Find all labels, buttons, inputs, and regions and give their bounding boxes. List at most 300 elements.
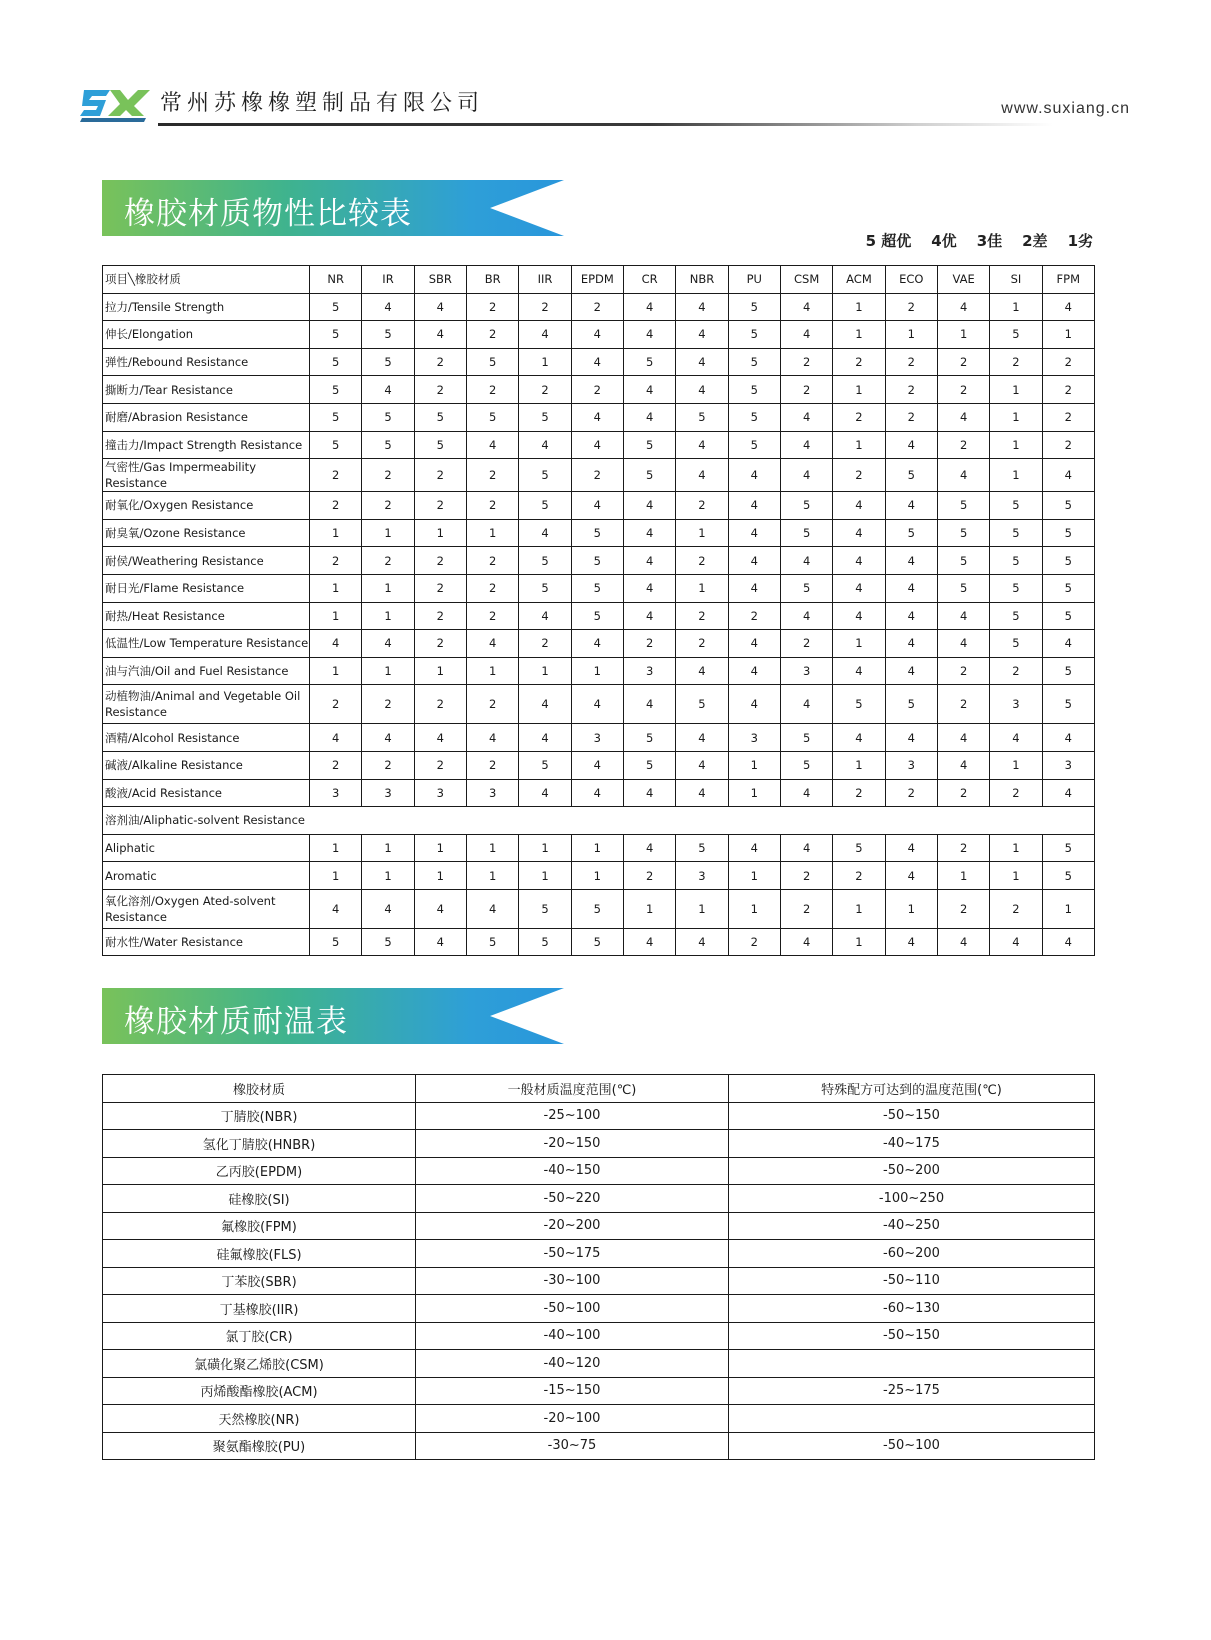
material-name: 氯磺化聚乙烯胶(CSM) [103, 1350, 416, 1378]
rating-cell: 1 [833, 321, 885, 349]
rating-cell: 4 [362, 293, 414, 321]
special-range [729, 1350, 1095, 1378]
rating-cell: 1 [990, 459, 1042, 492]
rating-cell: 2 [414, 751, 466, 779]
row-label: Aliphatic [103, 834, 310, 862]
website-link[interactable]: www.suxiang.cn [1001, 100, 1130, 117]
rating-cell: 2 [780, 348, 832, 376]
header-divider [158, 123, 1053, 126]
table-row [103, 1130, 1095, 1158]
rating-cell: 2 [937, 834, 989, 862]
row-label: 撞击力/Impact Strength Resistance [103, 431, 310, 459]
table-row [103, 1377, 1095, 1405]
table-row [103, 1322, 1095, 1350]
row-label: 油与汽油/Oil and Fuel Resistance [103, 657, 310, 685]
rating-cell: 4 [728, 630, 780, 658]
rating-cell: 2 [885, 376, 937, 404]
special-range: -100~250 [729, 1185, 1095, 1213]
rating-cell: 4 [780, 547, 832, 575]
solvent-group-header: 溶剂油/Aliphatic-solvent Resistance [103, 807, 1095, 835]
rating-cell: 5 [937, 547, 989, 575]
row-label: 气密性/Gas Impermeability Resistance [103, 459, 310, 492]
rating-cell: 4 [780, 293, 832, 321]
table-row [103, 547, 1095, 575]
table-header-row [103, 1075, 1095, 1103]
rating-cell: 3 [676, 862, 728, 890]
rating-cell: 5 [623, 348, 675, 376]
legend-item: 3佳 [976, 232, 1003, 250]
table-row [103, 1212, 1095, 1240]
table-row [103, 862, 1095, 890]
rating-cell: 2 [310, 459, 362, 492]
rating-cell: 4 [310, 889, 362, 928]
rating-cell: 1 [728, 889, 780, 928]
rating-cell: 4 [1042, 630, 1094, 658]
rating-cell: 3 [571, 724, 623, 752]
rating-cell: 2 [414, 685, 466, 724]
rating-cell: 2 [676, 630, 728, 658]
rating-cell: 5 [310, 321, 362, 349]
rating-cell: 4 [885, 657, 937, 685]
rating-cell: 1 [414, 834, 466, 862]
material-name: 丙烯酸酯橡胶(ACM) [103, 1377, 416, 1405]
special-range: -50~100 [729, 1432, 1095, 1460]
row-label: 耐臭氧/Ozone Resistance [103, 519, 310, 547]
rating-cell: 5 [519, 403, 571, 431]
rating-cell: 4 [780, 685, 832, 724]
general-range: -40~150 [416, 1157, 729, 1185]
rating-cell: 5 [885, 459, 937, 492]
rating-cell: 5 [990, 321, 1042, 349]
rating-cell: 4 [676, 657, 728, 685]
material-name: 天然橡胶(NR) [103, 1405, 416, 1433]
row-label: Aromatic [103, 862, 310, 890]
rating-cell: 2 [833, 348, 885, 376]
table-row [103, 1240, 1095, 1268]
rating-cell: 1 [885, 889, 937, 928]
rating-cell: 4 [1042, 928, 1094, 956]
column-header: FPM [1042, 266, 1094, 294]
rating-cell: 1 [310, 574, 362, 602]
company-logo [80, 82, 150, 124]
rating-cell: 1 [676, 889, 728, 928]
rating-cell: 5 [1042, 574, 1094, 602]
rating-cell: 4 [885, 724, 937, 752]
material-name: 丁基橡胶(IIR) [103, 1295, 416, 1323]
rating-cell: 1 [676, 574, 728, 602]
rating-cell: 4 [676, 348, 728, 376]
rating-cell: 4 [519, 724, 571, 752]
table-row [103, 1432, 1095, 1460]
rating-cell: 5 [571, 547, 623, 575]
rating-cell: 2 [780, 862, 832, 890]
rating-cell: 4 [937, 602, 989, 630]
table-row [103, 1405, 1095, 1433]
rating-cell: 2 [833, 459, 885, 492]
rating-cell: 2 [728, 928, 780, 956]
rating-cell: 5 [362, 403, 414, 431]
rating-cell: 3 [1042, 751, 1094, 779]
row-label: 耐热/Heat Resistance [103, 602, 310, 630]
rating-cell: 2 [937, 376, 989, 404]
table-row [103, 685, 1095, 724]
rating-cell: 4 [676, 751, 728, 779]
rating-cell: 3 [728, 724, 780, 752]
legend-item: 1劣 [1067, 232, 1093, 250]
rating-cell: 2 [310, 685, 362, 724]
rating-cell: 2 [519, 376, 571, 404]
rating-cell: 4 [885, 602, 937, 630]
table-row [103, 889, 1095, 928]
rating-cell: 5 [362, 431, 414, 459]
rating-cell: 4 [519, 779, 571, 807]
rating-cell: 1 [362, 602, 414, 630]
rating-cell: 2 [780, 889, 832, 928]
rating-cell: 2 [780, 376, 832, 404]
rating-cell: 1 [414, 862, 466, 890]
rating-cell: 4 [885, 862, 937, 890]
rating-cell: 1 [833, 751, 885, 779]
rating-cell: 2 [885, 348, 937, 376]
rating-cell: 1 [414, 519, 466, 547]
rating-cell: 2 [833, 403, 885, 431]
rating-cell: 2 [466, 602, 518, 630]
rating-cell: 2 [414, 574, 466, 602]
rating-cell: 5 [780, 751, 832, 779]
rating-cell: 1 [990, 403, 1042, 431]
rating-cell: 5 [362, 321, 414, 349]
rating-cell: 5 [623, 459, 675, 492]
rating-cell: 3 [885, 751, 937, 779]
row-label: 低温性/Low Temperature Resistance [103, 630, 310, 658]
special-range: -50~150 [729, 1102, 1095, 1130]
rating-cell: 4 [780, 928, 832, 956]
rating-cell: 5 [937, 519, 989, 547]
rating-cell: 5 [571, 602, 623, 630]
rating-cell: 5 [310, 928, 362, 956]
rating-cell: 1 [937, 862, 989, 890]
row-label: 动植物油/Animal and Vegetable Oil Resistance [103, 685, 310, 724]
rating-cell: 4 [1042, 779, 1094, 807]
rating-cell: 4 [414, 889, 466, 928]
table-row [103, 834, 1095, 862]
rating-cell: 5 [676, 403, 728, 431]
rating-cell: 4 [519, 685, 571, 724]
row-label: 耐氧化/Oxygen Resistance [103, 492, 310, 520]
rating-cell: 4 [623, 928, 675, 956]
rating-cell: 4 [623, 376, 675, 404]
rating-cell: 4 [728, 685, 780, 724]
rating-cell: 2 [414, 630, 466, 658]
rating-cell: 2 [362, 492, 414, 520]
material-name: 丁腈胶(NBR) [103, 1102, 416, 1130]
rating-cell: 2 [1042, 403, 1094, 431]
general-range: -50~220 [416, 1185, 729, 1213]
rating-cell: 2 [937, 889, 989, 928]
rating-cell: 2 [623, 630, 675, 658]
rating-cell: 4 [833, 602, 885, 630]
rating-cell: 5 [571, 574, 623, 602]
rating-cell: 3 [623, 657, 675, 685]
rating-cell: 4 [466, 889, 518, 928]
rating-cell: 4 [885, 630, 937, 658]
rating-cell: 4 [519, 602, 571, 630]
rating-cell: 1 [937, 321, 989, 349]
material-name: 丁苯胶(SBR) [103, 1267, 416, 1295]
table-row [103, 1267, 1095, 1295]
section-title-temperature: 橡胶材质耐温表 [124, 1004, 348, 1040]
special-range: -50~200 [729, 1157, 1095, 1185]
rating-cell: 5 [310, 293, 362, 321]
table-row [103, 1350, 1095, 1378]
rating-cell: 1 [833, 376, 885, 404]
rating-cell: 3 [466, 779, 518, 807]
rating-cell: 2 [937, 348, 989, 376]
rating-cell: 2 [362, 751, 414, 779]
section-banner-temperature [102, 988, 564, 1044]
rating-cell: 1 [990, 376, 1042, 404]
rating-cell: 4 [362, 630, 414, 658]
rating-cell: 1 [833, 889, 885, 928]
rating-cell: 5 [519, 889, 571, 928]
rating-cell: 5 [990, 574, 1042, 602]
rating-cell: 4 [362, 376, 414, 404]
rating-cell: 5 [728, 348, 780, 376]
column-header: BR [466, 266, 518, 294]
rating-cell: 3 [414, 779, 466, 807]
rating-cell: 5 [310, 348, 362, 376]
rating-cell: 4 [937, 928, 989, 956]
table-row [103, 1102, 1095, 1130]
rating-cell: 4 [676, 724, 728, 752]
rating-cell: 5 [571, 928, 623, 956]
rating-cell: 4 [780, 431, 832, 459]
rating-cell: 4 [833, 519, 885, 547]
rating-cell: 4 [885, 547, 937, 575]
rating-cell: 5 [623, 751, 675, 779]
rating-cell: 5 [1042, 685, 1094, 724]
rating-cell: 2 [833, 779, 885, 807]
rating-cell: 1 [571, 862, 623, 890]
row-label: 耐日光/Flame Resistance [103, 574, 310, 602]
rating-cell: 4 [571, 431, 623, 459]
special-range: -50~150 [729, 1322, 1095, 1350]
rating-cell: 4 [676, 376, 728, 404]
rating-cell: 4 [937, 459, 989, 492]
rating-cell: 1 [571, 657, 623, 685]
general-range: -30~100 [416, 1267, 729, 1295]
rating-cell: 5 [414, 431, 466, 459]
rating-cell: 4 [571, 348, 623, 376]
rating-cell: 2 [571, 376, 623, 404]
general-range: -40~120 [416, 1350, 729, 1378]
special-range: -40~250 [729, 1212, 1095, 1240]
rating-cell: 4 [623, 321, 675, 349]
rating-cell: 1 [990, 834, 1042, 862]
rating-cell: 1 [833, 928, 885, 956]
rating-cell: 2 [466, 547, 518, 575]
row-label: 弹性/Rebound Resistance [103, 348, 310, 376]
column-header: 一般材质温度范围(℃) [416, 1075, 729, 1103]
rating-cell: 4 [728, 657, 780, 685]
company-name: 常州苏橡橡塑制品有限公司 [160, 91, 485, 116]
rating-cell: 4 [466, 724, 518, 752]
rating-cell: 5 [1042, 519, 1094, 547]
column-header: IR [362, 266, 414, 294]
rating-cell: 2 [571, 293, 623, 321]
rating-cell: 4 [990, 724, 1042, 752]
row-label: 耐水性/Water Resistance [103, 928, 310, 956]
rating-cell: 2 [414, 547, 466, 575]
rating-cell: 4 [571, 779, 623, 807]
general-range: -50~175 [416, 1240, 729, 1268]
rating-cell: 4 [414, 928, 466, 956]
rating-cell: 2 [937, 657, 989, 685]
rating-cell: 4 [1042, 724, 1094, 752]
rating-cell: 5 [1042, 492, 1094, 520]
rating-cell: 5 [990, 519, 1042, 547]
column-header: PU [728, 266, 780, 294]
rating-cell: 4 [676, 431, 728, 459]
rating-cell: 2 [519, 630, 571, 658]
material-name: 硅橡胶(SI) [103, 1185, 416, 1213]
rating-cell: 1 [990, 293, 1042, 321]
rating-cell: 2 [310, 492, 362, 520]
rating-cell: 2 [466, 293, 518, 321]
rating-cell: 1 [310, 834, 362, 862]
rating-cell: 5 [519, 459, 571, 492]
table-row [103, 928, 1095, 956]
rating-cell: 2 [519, 293, 571, 321]
row-label: 拉力/Tensile Strength [103, 293, 310, 321]
rating-cell: 4 [728, 574, 780, 602]
rating-cell: 5 [885, 685, 937, 724]
rating-cell: 2 [990, 889, 1042, 928]
column-header: SBR [414, 266, 466, 294]
rating-cell: 5 [728, 376, 780, 404]
table-row [103, 724, 1095, 752]
rating-cell: 4 [937, 630, 989, 658]
column-header: NR [310, 266, 362, 294]
rating-cell: 5 [1042, 657, 1094, 685]
rating-cell: 5 [623, 724, 675, 752]
rating-cell: 5 [519, 574, 571, 602]
rating-cell: 5 [780, 724, 832, 752]
rating-cell: 4 [833, 574, 885, 602]
rating-cell: 2 [414, 376, 466, 404]
legend-item: 5 超优 [865, 232, 912, 250]
rating-cell: 1 [1042, 889, 1094, 928]
column-header: 特殊配方可达到的温度范围(℃) [729, 1075, 1095, 1103]
material-name: 氯丁胶(CR) [103, 1322, 416, 1350]
rating-cell: 5 [676, 685, 728, 724]
rating-cell: 4 [623, 779, 675, 807]
rating-cell: 2 [466, 492, 518, 520]
row-label: 伸长/Elongation [103, 321, 310, 349]
rating-cell: 4 [676, 459, 728, 492]
rating-cell: 4 [833, 492, 885, 520]
rating-cell: 2 [937, 779, 989, 807]
rating-cell: 5 [780, 519, 832, 547]
rating-cell: 5 [833, 685, 885, 724]
rating-cell: 1 [1042, 321, 1094, 349]
page-header [80, 82, 1130, 132]
rating-cell: 2 [466, 459, 518, 492]
rating-cell: 5 [310, 376, 362, 404]
rating-cell: 4 [1042, 293, 1094, 321]
rating-cell: 1 [362, 657, 414, 685]
section-banner-properties [102, 180, 564, 236]
rating-cell: 5 [1042, 862, 1094, 890]
table-row [103, 1295, 1095, 1323]
rating-cell: 1 [519, 834, 571, 862]
rating-cell: 4 [728, 492, 780, 520]
rating-cell: 4 [571, 403, 623, 431]
properties-table [102, 265, 1095, 956]
table-row [103, 348, 1095, 376]
rating-cell: 1 [990, 431, 1042, 459]
rating-cell: 5 [310, 403, 362, 431]
rating-cell: 4 [466, 431, 518, 459]
table-row [103, 630, 1095, 658]
rating-cell: 4 [728, 547, 780, 575]
rating-cell: 2 [1042, 431, 1094, 459]
rating-cell: 1 [362, 862, 414, 890]
rating-cell: 4 [362, 724, 414, 752]
rating-cell: 4 [885, 492, 937, 520]
rating-cell: 4 [676, 779, 728, 807]
material-name: 硅氟橡胶(FLS) [103, 1240, 416, 1268]
rating-cell: 3 [780, 657, 832, 685]
rating-cell: 4 [780, 779, 832, 807]
rating-cell: 1 [571, 834, 623, 862]
material-name: 氢化丁腈胶(HNBR) [103, 1130, 416, 1158]
rating-cell: 4 [623, 403, 675, 431]
rating-cell: 4 [885, 928, 937, 956]
material-name: 乙丙胶(EPDM) [103, 1157, 416, 1185]
rating-cell: 2 [937, 431, 989, 459]
rating-cell: 1 [310, 519, 362, 547]
table-row [103, 751, 1095, 779]
rating-cell: 5 [519, 492, 571, 520]
rating-cell: 1 [833, 630, 885, 658]
rating-cell: 4 [833, 724, 885, 752]
rating-cell: 5 [728, 321, 780, 349]
rating-cell: 1 [728, 751, 780, 779]
rating-cell: 5 [519, 928, 571, 956]
rating-cell: 4 [780, 834, 832, 862]
rating-cell: 2 [676, 602, 728, 630]
rating-cell: 2 [937, 685, 989, 724]
rating-cell: 2 [362, 459, 414, 492]
rating-cell: 5 [571, 889, 623, 928]
rating-cell: 2 [310, 751, 362, 779]
general-range: -25~100 [416, 1102, 729, 1130]
rating-cell: 5 [1042, 602, 1094, 630]
table-row [103, 779, 1095, 807]
table-row [103, 574, 1095, 602]
row-label: 酸液/Acid Resistance [103, 779, 310, 807]
row-label: 撕断力/Tear Resistance [103, 376, 310, 404]
rating-cell: 5 [466, 348, 518, 376]
table-row [103, 1185, 1095, 1213]
rating-cell: 4 [623, 547, 675, 575]
rating-cell: 5 [728, 293, 780, 321]
rating-cell: 4 [623, 685, 675, 724]
special-range: -60~200 [729, 1240, 1095, 1268]
rating-cell: 4 [519, 431, 571, 459]
rating-cell: 1 [623, 889, 675, 928]
